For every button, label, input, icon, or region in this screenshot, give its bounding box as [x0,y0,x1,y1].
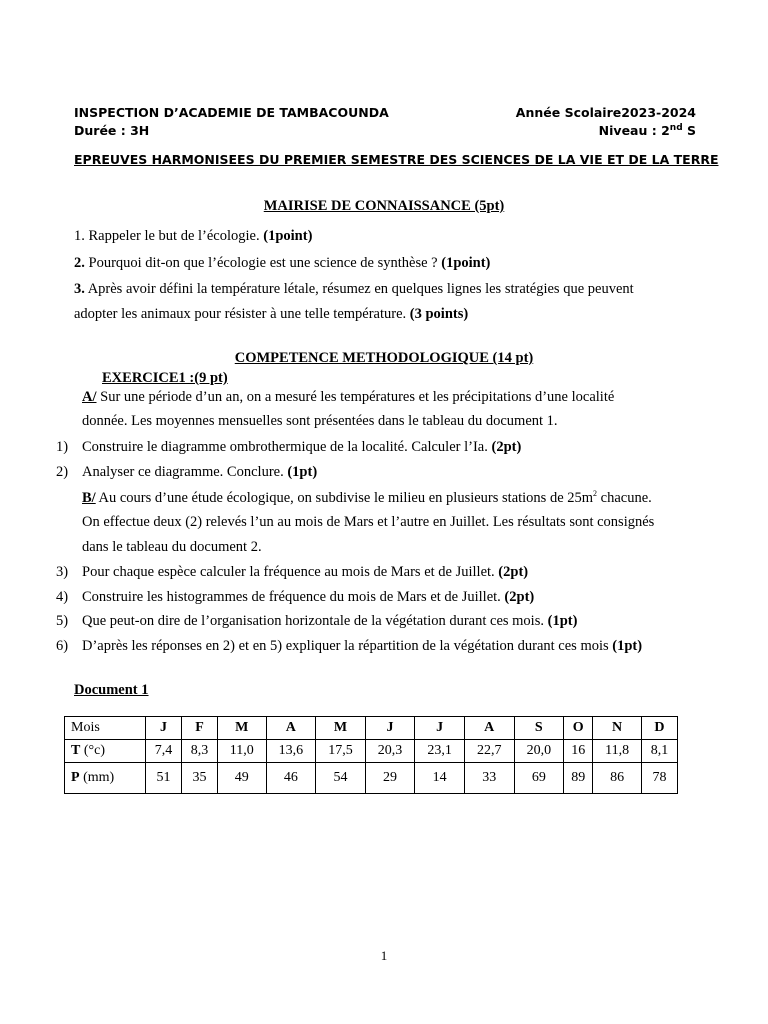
table-row [65,763,678,794]
item-5: Que peut-on dire de l’organisation horizontale de la végétation durant ces mois. (1pt) [82,613,578,629]
table-row [65,717,678,740]
question-3-line1: 3. Après avoir défini la température létale, résumez en quelques lignes les stratégies que peuvent [74,281,634,297]
precipitation-cell: 46 [266,763,316,794]
item-number: 1) [56,439,69,455]
item-number: 5) [56,613,69,629]
question-1: 1. Rappeler le but de l’écologie. (1point) [74,228,313,244]
item-number: 2) [56,464,69,480]
precipitation-cell: 35 [181,763,217,794]
precipitation-cell: 54 [316,763,366,794]
item-6: D’après les réponses en 2) et en 5) expliquer la répartition de la végétation durant ces mois (1pt) [82,638,643,654]
month-cell: M [316,717,366,740]
header-cell-months: Mois [65,717,146,740]
item-3: Pour chaque espèce calculer la fréquence au mois de Mars et de Juillet. (2pt) [82,564,529,580]
header-academy: INSPECTION D’ACADEMIE DE TAMBACOUNDA [74,105,389,120]
item-number: 6) [56,638,69,654]
temperature-label: T (°c) [65,740,146,763]
part-a-line1: A/ Sur une période d’un an, on a mesuré les températures et les précipitations d’une localité [82,389,615,405]
month-cell: F [181,717,217,740]
temperature-cell: 13,6 [266,740,316,763]
month-cell: N [593,717,642,740]
precipitation-cell: 33 [464,763,514,794]
header-level: Niveau : 2nd S [598,123,696,139]
precipitation-cell: 14 [415,763,465,794]
temperature-cell: 23,1 [415,740,465,763]
precipitation-cell: 86 [593,763,642,794]
page-number: 1 [380,948,388,963]
exam-subtitle: EPREUVES HARMONISEES DU PREMIER SEMESTRE DES SCIENCES DE LA VIE ET DE LA TERRE [74,152,719,167]
temperature-cell: 20,3 [365,740,415,763]
item-1: Construire le diagramme ombrothermique de la localité. Calculer l’Ia. (2pt) [82,439,522,455]
temperature-cell: 17,5 [316,740,366,763]
temperature-cell: 16 [564,740,593,763]
header-school-year: Année Scolaire2023-2024 [515,105,696,120]
exercise-1-title: EXERCICE1 :(9 pt) [102,370,228,386]
temperature-cell: 11,0 [217,740,266,763]
month-cell: J [365,717,415,740]
month-cell: M [217,717,266,740]
temperature-cell: 8,1 [641,740,677,763]
temperature-cell: 22,7 [464,740,514,763]
temperature-cell: 11,8 [593,740,642,763]
month-cell: S [514,717,564,740]
precipitation-cell: 29 [365,763,415,794]
month-cell: D [641,717,677,740]
temperature-cell: 20,0 [514,740,564,763]
month-cell: O [564,717,593,740]
section-title-methodology: COMPETENCE METHODOLOGIQUE (14 pt) [234,350,534,366]
month-cell: J [146,717,182,740]
part-a-line2: donnée. Les moyennes mensuelles sont présentées dans le tableau du document 1. [82,413,558,429]
month-cell: A [266,717,316,740]
question-2: 2. Pourquoi dit-on que l’écologie est une science de synthèse ? (1point) [74,255,491,271]
part-b-line3: dans le tableau du document 2. [82,539,262,555]
header-duration: Durée : 3H [74,123,150,138]
month-cell: J [415,717,465,740]
temperature-cell: 7,4 [146,740,182,763]
item-number: 3) [56,564,69,580]
part-b-line2: On effectue deux (2) relevés l’un au mois de Mars et l’autre en Juillet. Les résultats sont consignés [82,514,655,530]
question-3-line2: adopter les animaux pour résister à une telle température. (3 points) [74,306,469,322]
precipitation-cell: 49 [217,763,266,794]
temperature-cell: 8,3 [181,740,217,763]
item-2: Analyser ce diagramme. Conclure. (1pt) [82,464,318,480]
section-title-knowledge: MAIRISE DE CONNAISSANCE (5pt) [263,198,505,214]
document-1-table [64,716,678,794]
precipitation-cell: 69 [514,763,564,794]
item-number: 4) [56,589,69,605]
month-cell: A [464,717,514,740]
precipitation-label: P (mm) [65,763,146,794]
precipitation-cell: 51 [146,763,182,794]
item-4: Construire les histogrammes de fréquence du mois de Mars et de Juillet. (2pt) [82,589,535,605]
part-b-line1: B/ Au cours d’une étude écologique, on subdivise le milieu en plusieurs stations de $25m^2$ chacune. [82,489,652,506]
document-1-title: Document 1 [74,682,149,698]
precipitation-cell: 78 [641,763,677,794]
table-row [65,740,678,763]
precipitation-cell: 89 [564,763,593,794]
